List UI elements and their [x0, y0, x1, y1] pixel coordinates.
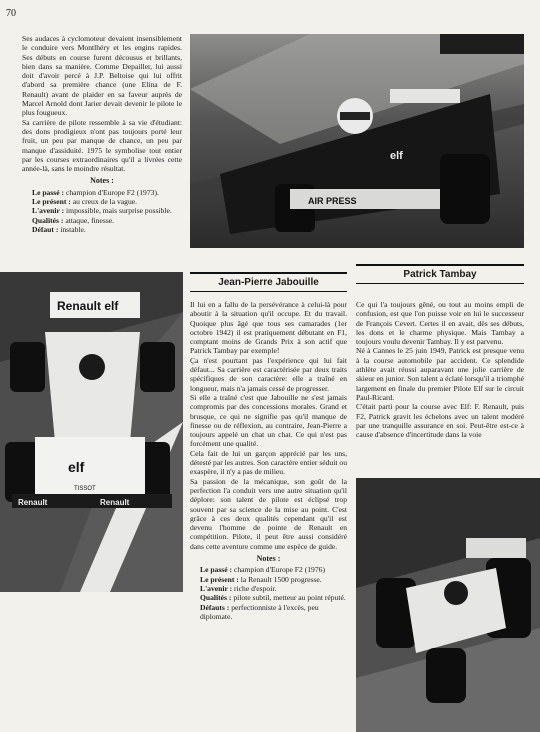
race-car-photo	[190, 34, 524, 248]
paragraph: C'était parti pour la course avec Elf: F. Renault, puis F2, Patrick gravit les échelons avec un talent modéré par une tranquille assurance en soi. Peut-être est-ce à cause d'absence d'incertitude dans la voie	[356, 402, 524, 440]
paragraph: Ce qui l'a toujours gêné, ou tout au moins empli de confusion, est que l'on puisse voir en lui le successeur de François Cevert. Certes il en avait, dès ses débuts, les dons et le charme physique. Mais Tambay a toujours voulu devenir Tambay. Il y est parvenu.	[356, 300, 524, 347]
jabouille-heading: Jean-Pierre Jabouille	[190, 272, 347, 292]
note-line: Le passé : champion d'Europe F2 (1976)	[200, 565, 325, 575]
elf-logo: elf	[390, 150, 403, 162]
paragraph: Sa carrière de pilote ressemble à sa vie d'étudiant: des dons prodigieux n'ont pas toujours porté leur fruit, un peu par manque de chance, un peu par manque d'assiduité. 1975 le symbolise tout entier par les courses extraordinaires qu'il a livrées cette année-là, sans le moindre résultat.	[22, 117, 182, 174]
top-left-column	[22, 34, 182, 234]
page-number: 70	[6, 8, 16, 19]
tambay-car-photo	[356, 478, 540, 732]
tissot-logo: TISSOT	[74, 486, 96, 492]
jabouille-column	[190, 300, 347, 621]
note-line: Le passé : champion d'Europe F2 (1973).	[32, 187, 159, 197]
paragraph: Né à Cannes le 25 juin 1949, Patrick est presque venu à la course automobile par accident. Ce splendide athlète avait réussi auparavant une jolie carrière de skieur en junior. Son talent a éclaté lorsqu'il a triomphé largement en finale du premier Pilote Elf sur le circuit Paul-Ricard.	[356, 346, 524, 402]
note-line: Qualités : attaque, finesse.	[32, 215, 115, 225]
note-line: Le présent : la Renault 1500 progresse.	[200, 574, 322, 584]
elf-nose-logo: elf	[68, 459, 85, 475]
note-line: Défauts : perfectionniste à l'excès, peu diplomate.	[200, 602, 319, 621]
note-line: Défaut : instable.	[32, 224, 86, 234]
paragraph: Sa passion de la mécanique, son goût de la perfection l'a conduit vers une autre situation qu'il déplore: son talent de pilote est éclipsé trop souvent par sa science de la mise au point. C'est grâce à ces deux qualités cependant qu'il est devenu l'homme de pointe de Renault en compétition. Pilote, il peut être aussi considéré dans cette aventure comme une espèce de guide.	[190, 476, 347, 551]
paragraph: Si elle a traîné c'est que Jabouille ne s'est jamais compromis par des concessions morales. Grand et brusque, ce qui ne signifie pas qu'il manque de finesse ou de réflexion, au contraire, Jean-Pierre a toujours appelé un chat un chat. Ce qui n'est pas forcément une qualité.	[190, 392, 347, 449]
tambay-heading: Patrick Tambay	[356, 264, 524, 284]
paragraph: Ses audaces à cyclomoteur devaient insensiblement le conduire vers Montlhéry et les engins rapides. Ses débuts en course furent décousus et brillants, bien dans sa manière. Comme Depailler, lui aussi doit d'avoir percé à J.P. Beltoise qui lui offrit d'abord sa première chance (une Elina de F. Renault) avant de plaider en sa faveur auprès de Marcel Arnold dont Jarier devait devenir le pilote le plus fougueux.	[22, 34, 182, 118]
race-car-illustration	[190, 34, 524, 248]
note-line: L'avenir : riche d'espoir.	[200, 583, 277, 593]
paragraph: Ça n'est pourtant pas l'expérience qui lui fait défaut... Sa carrière est caractérisée par deux traits spécifiques de son caractère: elle a traîné en longueur, mais n'a jamais cessé de progresser.	[190, 355, 347, 393]
renault-front-wing-logo: Renault	[100, 498, 130, 507]
note-line: Qualités : pilote subtil, metteur au point réputé.	[200, 593, 346, 603]
air-press-logo: AIR PRESS	[308, 196, 357, 206]
paragraph: Il lui en a fallu de la persévérance à celui-là pour aboutir à la situation qu'il occupe. Et du travail. Quoique plus âgé que tous ses camarades (1er octobre 1942) il est pratiquement débutant en F1, comptant moins de Grands Prix à son actif que Patrick Tambay par exemple!	[190, 300, 347, 356]
note-line: L'avenir : impossible, mais surprise possible.	[32, 206, 172, 216]
renault-front-wing-logo: Renault	[18, 498, 48, 507]
tambay-column	[356, 300, 524, 439]
note-line: Le présent : au creux de la vague.	[32, 197, 138, 207]
paragraph: Cela fait de lui un garçon apprécié par les uns, détesté par les autres. Son caractère entier séduit ou exaspère, il n'y a pas de milieu.	[190, 448, 347, 477]
notes-title: Notes :	[90, 176, 114, 186]
renault-car-photo	[0, 272, 183, 592]
renault-elf-wing-logo: Renault elf	[57, 299, 119, 313]
notes-title: Notes :	[256, 554, 281, 564]
renault-car-illustration	[0, 272, 183, 592]
tambay-car-illustration	[356, 478, 540, 732]
